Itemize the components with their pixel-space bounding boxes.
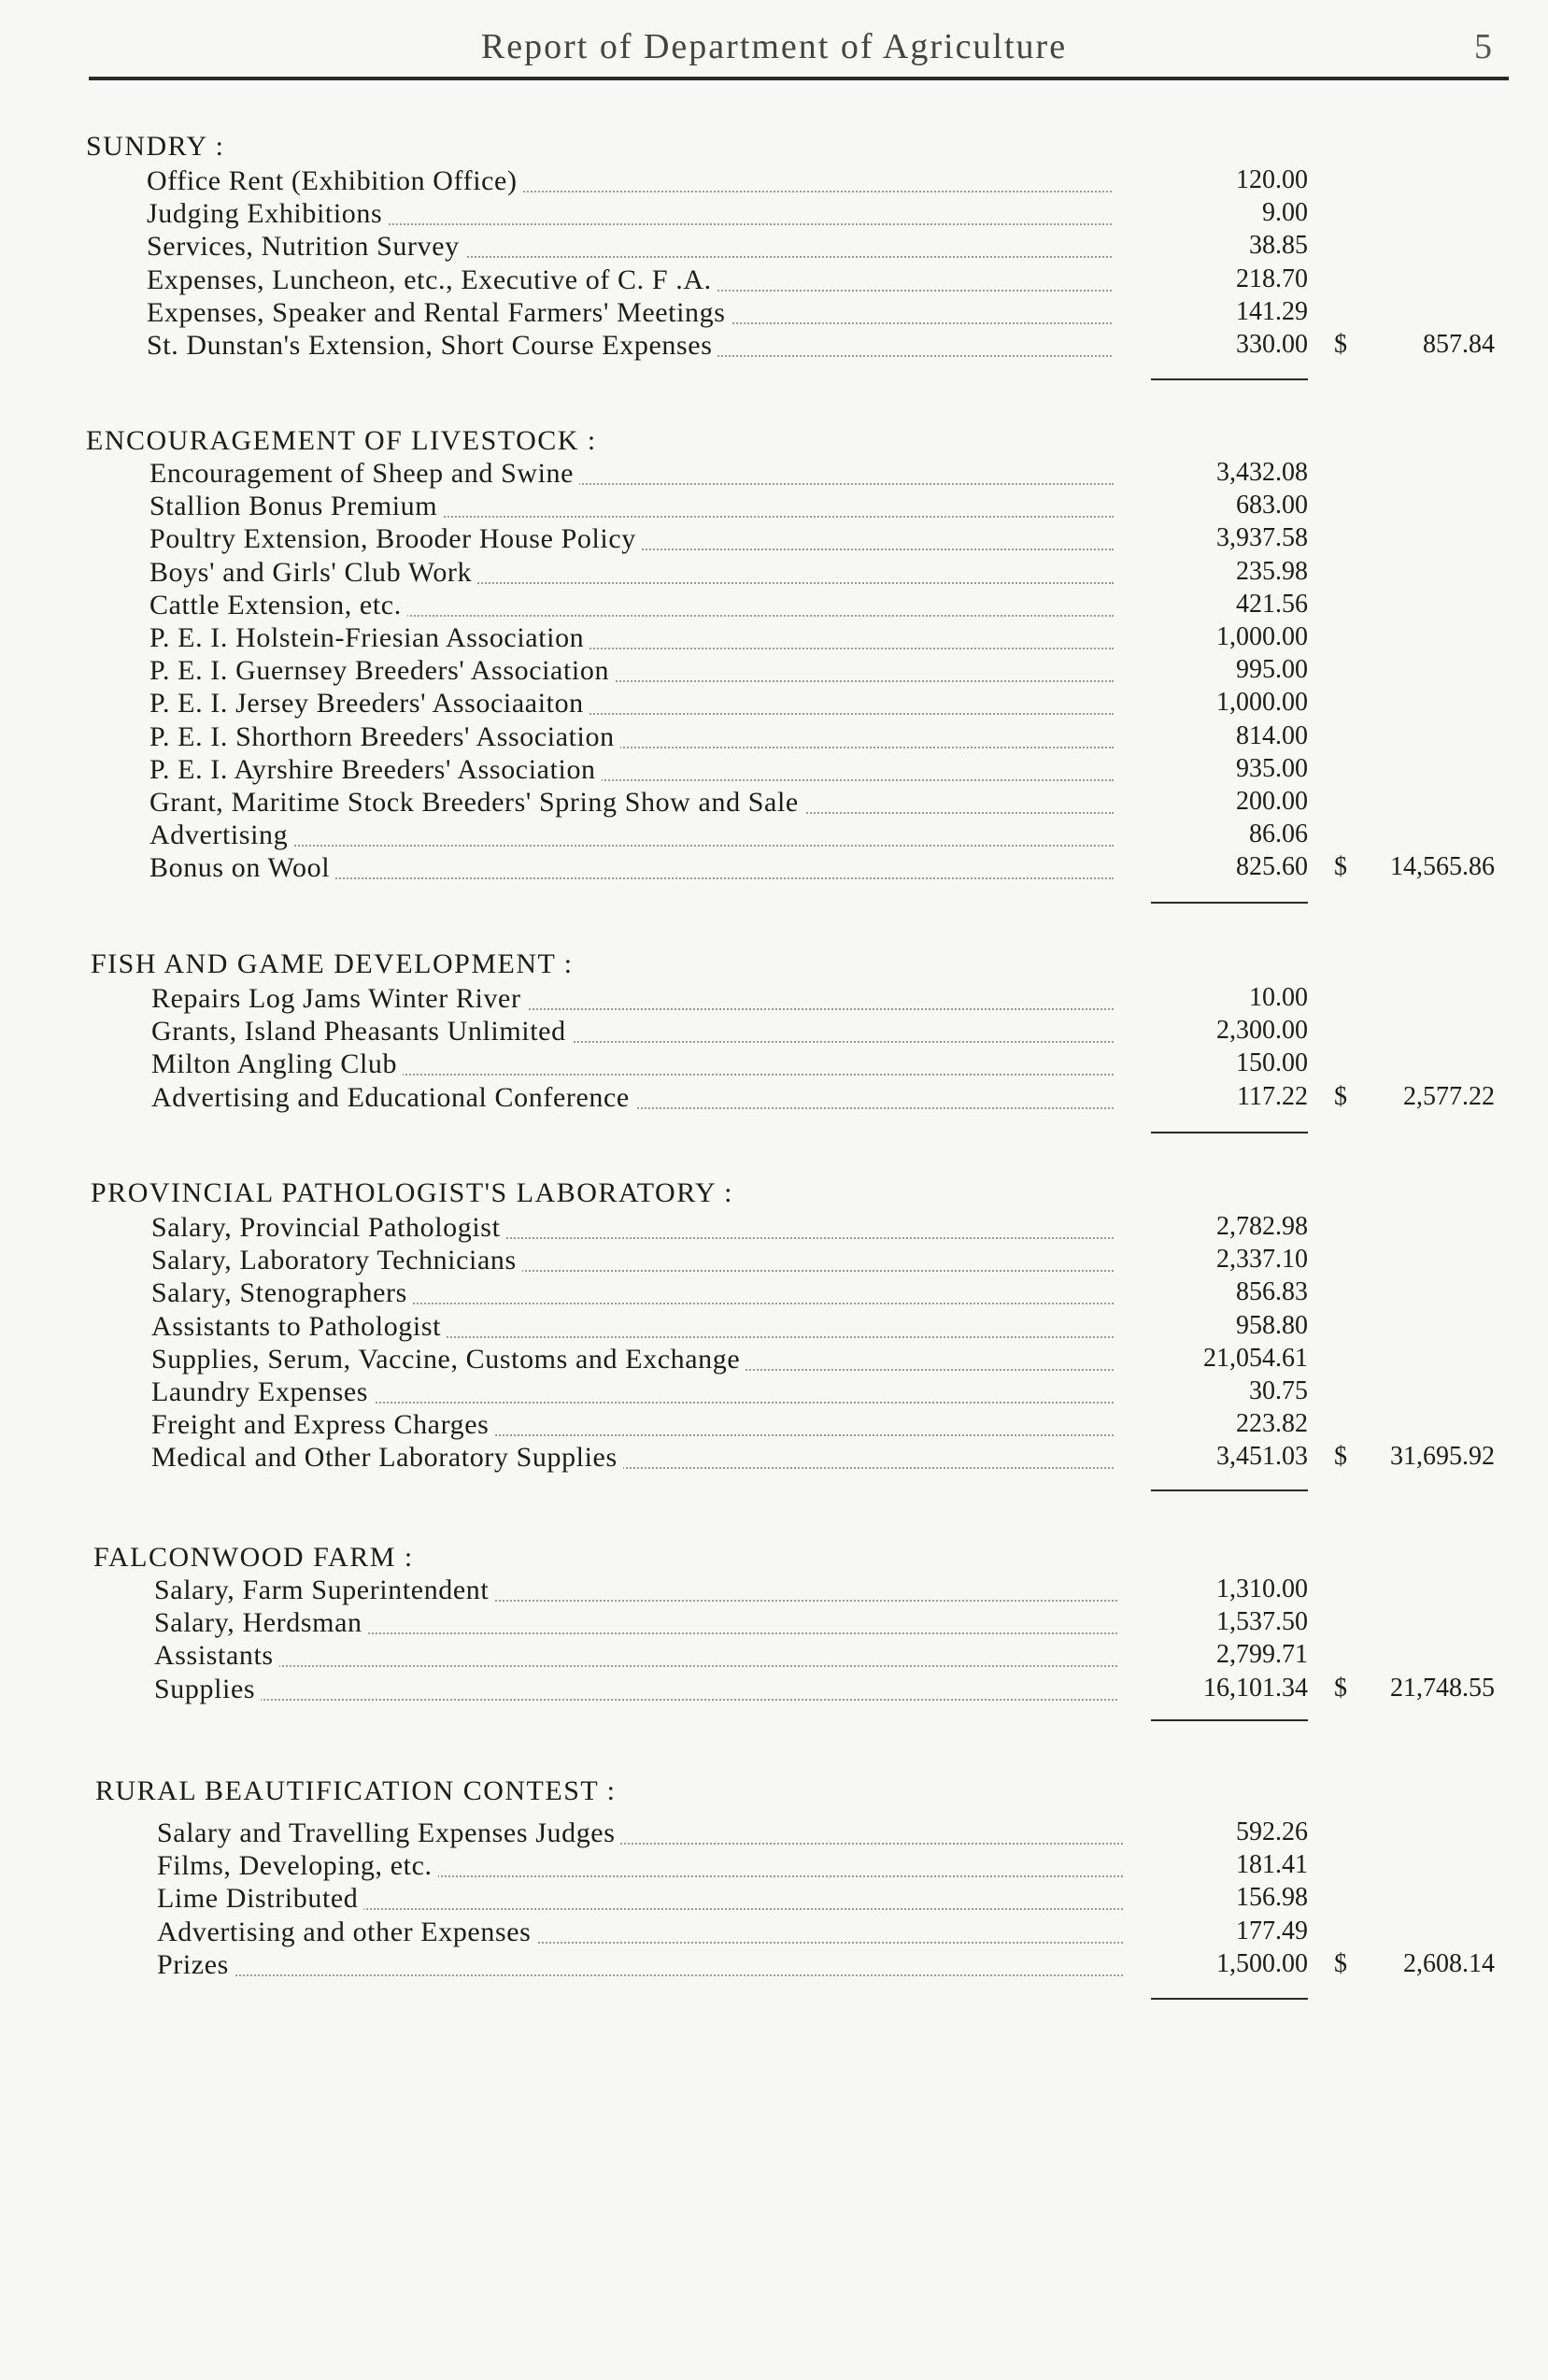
item-amount: 235.98	[1236, 556, 1308, 586]
currency-symbol: $	[1334, 1673, 1347, 1703]
currency-symbol: $	[1334, 1081, 1347, 1111]
item-label: Milton Angling Club	[151, 1048, 403, 1080]
ledger-row	[0, 655, 1548, 688]
ledger-row	[0, 1674, 1548, 1706]
sum-rule	[1151, 1998, 1308, 2000]
item-label: Stallion Bonus Premium	[149, 491, 443, 522]
ledger-row	[0, 1016, 1548, 1048]
item-amount: 995.00	[1236, 655, 1308, 685]
item-amount: 2,300.00	[1216, 1016, 1308, 1046]
item-label: Grants, Island Pheasants Unlimited	[151, 1016, 572, 1047]
item-amount: 218.70	[1236, 264, 1308, 293]
ledger-row	[0, 1949, 1548, 1982]
currency-symbol: $	[1334, 1948, 1347, 1978]
ledger-row	[0, 1409, 1548, 1442]
ledger-row	[0, 1344, 1548, 1376]
item-amount: 10.00	[1249, 983, 1308, 1012]
ledger-row	[0, 1277, 1548, 1310]
ledger-row	[0, 264, 1548, 297]
ledger-row	[0, 1817, 1548, 1850]
item-amount: 1,500.00	[1216, 1948, 1308, 1978]
item-amount: 223.82	[1236, 1409, 1308, 1439]
item-label: Salary, Stenographers	[151, 1277, 413, 1309]
ledger-row	[0, 330, 1548, 363]
item-label: Salary, Provincial Pathologist	[151, 1212, 506, 1244]
section-total: 31,695.92	[1390, 1442, 1495, 1472]
item-label: Assistants to Pathologist	[151, 1311, 447, 1343]
currency-symbol: $	[1334, 1442, 1347, 1472]
item-amount: 86.06	[1249, 819, 1308, 849]
item-label: Bonus on Wool	[149, 852, 335, 884]
section-total: 2,577.22	[1403, 1081, 1495, 1111]
sum-rule	[1151, 378, 1308, 380]
section-total: 857.84	[1423, 330, 1495, 359]
item-amount: 958.80	[1236, 1310, 1308, 1340]
ledger-row	[0, 297, 1548, 330]
currency-symbol: $	[1334, 330, 1347, 359]
item-label: Advertising and Educational Conference	[151, 1082, 635, 1114]
section-total: 2,608.14	[1403, 1948, 1495, 1978]
ledger-row	[0, 721, 1548, 754]
dot-leader	[157, 1974, 1123, 1976]
item-label: Salary, Farm Superintendent	[154, 1575, 494, 1606]
item-label: P. E. I. Holstein-Friesian Association	[149, 622, 589, 654]
ledger-row	[0, 231, 1548, 264]
ledger-row	[0, 165, 1548, 198]
ledger-row	[0, 1082, 1548, 1115]
item-amount: 117.22	[1237, 1081, 1308, 1111]
item-label: Advertising and other Expenses	[157, 1917, 536, 1948]
ledger-row	[0, 1575, 1548, 1607]
ledger-row	[0, 523, 1548, 556]
item-label: Expenses, Luncheon, etc., Executive of C. F .A.	[147, 264, 717, 296]
page-number: 5	[1474, 27, 1492, 66]
ledger-row	[0, 1883, 1548, 1916]
section-title: ENCOURAGEMENT OF LIVESTOCK :	[86, 425, 597, 456]
item-amount: 150.00	[1236, 1048, 1308, 1078]
item-label: Judging Exhibitions	[147, 198, 388, 230]
item-amount: 3,937.58	[1216, 523, 1308, 553]
ledger-row	[0, 458, 1548, 491]
item-label: Salary and Travelling Expenses Judges	[157, 1817, 620, 1849]
item-amount: 421.56	[1236, 589, 1308, 619]
item-amount: 16,101.34	[1203, 1673, 1308, 1703]
ledger-row	[0, 1917, 1548, 1949]
sum-rule	[1151, 1132, 1308, 1133]
ledger-row	[0, 688, 1548, 720]
item-amount: 9.00	[1262, 198, 1308, 228]
item-amount: 825.60	[1236, 852, 1308, 882]
ledger-row	[0, 852, 1548, 885]
currency-symbol: $	[1334, 852, 1347, 882]
item-amount: 1,000.00	[1216, 622, 1308, 651]
item-label: St. Dunstan's Extension, Short Course Expenses	[147, 330, 717, 362]
section-title: SUNDRY :	[86, 131, 225, 162]
dot-leader	[154, 1665, 1117, 1667]
item-amount: 177.49	[1236, 1916, 1308, 1945]
item-amount: 330.00	[1236, 330, 1308, 359]
ledger-row	[0, 557, 1548, 590]
page-title: Report of Department of Agriculture	[480, 27, 1068, 66]
item-amount: 2,799.71	[1216, 1640, 1308, 1670]
item-amount: 141.29	[1236, 296, 1308, 326]
ledger-row	[0, 1311, 1548, 1344]
item-label: Poultry Extension, Brooder House Policy	[149, 523, 642, 555]
sum-rule	[1151, 1489, 1308, 1491]
item-amount: 30.75	[1249, 1376, 1308, 1405]
item-label: P. E. I. Shorthorn Breeders' Association	[149, 721, 620, 753]
ledger-row	[0, 1212, 1548, 1245]
item-label: Encouragement of Sheep and Swine	[149, 458, 579, 490]
item-label: Lime Distributed	[157, 1883, 363, 1915]
section-total: 21,748.55	[1390, 1673, 1495, 1703]
item-amount: 21,054.61	[1203, 1343, 1308, 1373]
item-amount: 156.98	[1236, 1883, 1308, 1913]
item-amount: 200.00	[1236, 787, 1308, 816]
ledger-row	[0, 491, 1548, 523]
item-amount: 2,337.10	[1216, 1245, 1308, 1275]
item-label: Medical and Other Laboratory Supplies	[151, 1442, 623, 1474]
item-amount: 935.00	[1236, 753, 1308, 783]
ledger-row	[0, 1245, 1548, 1277]
item-amount: 1,310.00	[1216, 1575, 1308, 1603]
item-amount: 3,432.08	[1216, 458, 1308, 487]
ledger-row	[0, 1376, 1548, 1409]
ledger-row	[0, 1850, 1548, 1883]
section-total: 14,565.86	[1390, 852, 1495, 882]
item-amount: 814.00	[1236, 720, 1308, 750]
item-amount: 3,451.03	[1216, 1442, 1308, 1472]
item-label: Services, Nutrition Survey	[147, 231, 465, 263]
item-label: Boys' and Girls' Club Work	[149, 557, 477, 589]
sum-rule	[1151, 902, 1308, 904]
ledger-row	[0, 1640, 1548, 1673]
item-label: Salary, Laboratory Technicians	[151, 1245, 522, 1276]
item-label: Laundry Expenses	[151, 1376, 374, 1408]
section-title: FISH AND GAME DEVELOPMENT :	[91, 948, 574, 979]
sum-rule	[1151, 1719, 1308, 1721]
item-amount: 2,782.98	[1216, 1212, 1308, 1241]
section-title: FALCONWOOD FARM :	[93, 1542, 414, 1573]
item-label: Films, Developing, etc.	[157, 1850, 438, 1882]
ledger-row	[0, 198, 1548, 231]
item-label: Supplies	[154, 1674, 261, 1705]
ledger-row	[0, 1607, 1548, 1640]
item-amount: 1,000.00	[1216, 688, 1308, 718]
item-label: Advertising	[149, 819, 293, 851]
ledger-row	[0, 983, 1548, 1016]
item-label: P. E. I. Ayrshire Breeders' Association	[149, 754, 602, 786]
ledger-row	[0, 1048, 1548, 1081]
ledger-row	[0, 754, 1548, 787]
ledger-row	[0, 787, 1548, 819]
item-label: Supplies, Serum, Vaccine, Customs and Exchange	[151, 1344, 746, 1375]
dot-leader	[154, 1699, 1117, 1701]
item-label: P. E. I. Jersey Breeders' Associaaiton	[149, 688, 589, 720]
item-label: P. E. I. Guernsey Breeders' Association	[149, 655, 615, 687]
item-amount: 856.83	[1236, 1277, 1308, 1307]
item-amount: 38.85	[1249, 231, 1308, 261]
ledger-row	[0, 819, 1548, 852]
item-label: Assistants	[154, 1640, 279, 1672]
item-label: Freight and Express Charges	[151, 1409, 494, 1441]
item-label: Expenses, Speaker and Rental Farmers' Meetings	[147, 297, 731, 329]
item-label: Repairs Log Jams Winter River	[151, 983, 527, 1015]
item-label: Cattle Extension, etc.	[149, 590, 407, 621]
item-amount: 683.00	[1236, 491, 1308, 520]
item-amount: 1,537.50	[1216, 1607, 1308, 1637]
item-amount: 592.26	[1236, 1817, 1308, 1846]
item-label: Salary, Herdsman	[154, 1607, 368, 1639]
section-title: PROVINCIAL PATHOLOGIST'S LABORATORY :	[91, 1177, 733, 1208]
item-label: Grant, Maritime Stock Breeders' Spring Show and Sale	[149, 787, 804, 819]
item-label: Prizes	[157, 1949, 234, 1981]
dot-leader	[149, 845, 1114, 847]
ledger-row	[0, 1442, 1548, 1475]
section-title: RURAL BEAUTIFICATION CONTEST :	[95, 1775, 617, 1806]
item-amount: 181.41	[1236, 1850, 1308, 1880]
ledger-row	[0, 622, 1548, 655]
item-label: Office Rent (Exhibition Office)	[147, 165, 523, 197]
item-amount: 120.00	[1236, 165, 1308, 194]
ledger-row	[0, 590, 1548, 622]
